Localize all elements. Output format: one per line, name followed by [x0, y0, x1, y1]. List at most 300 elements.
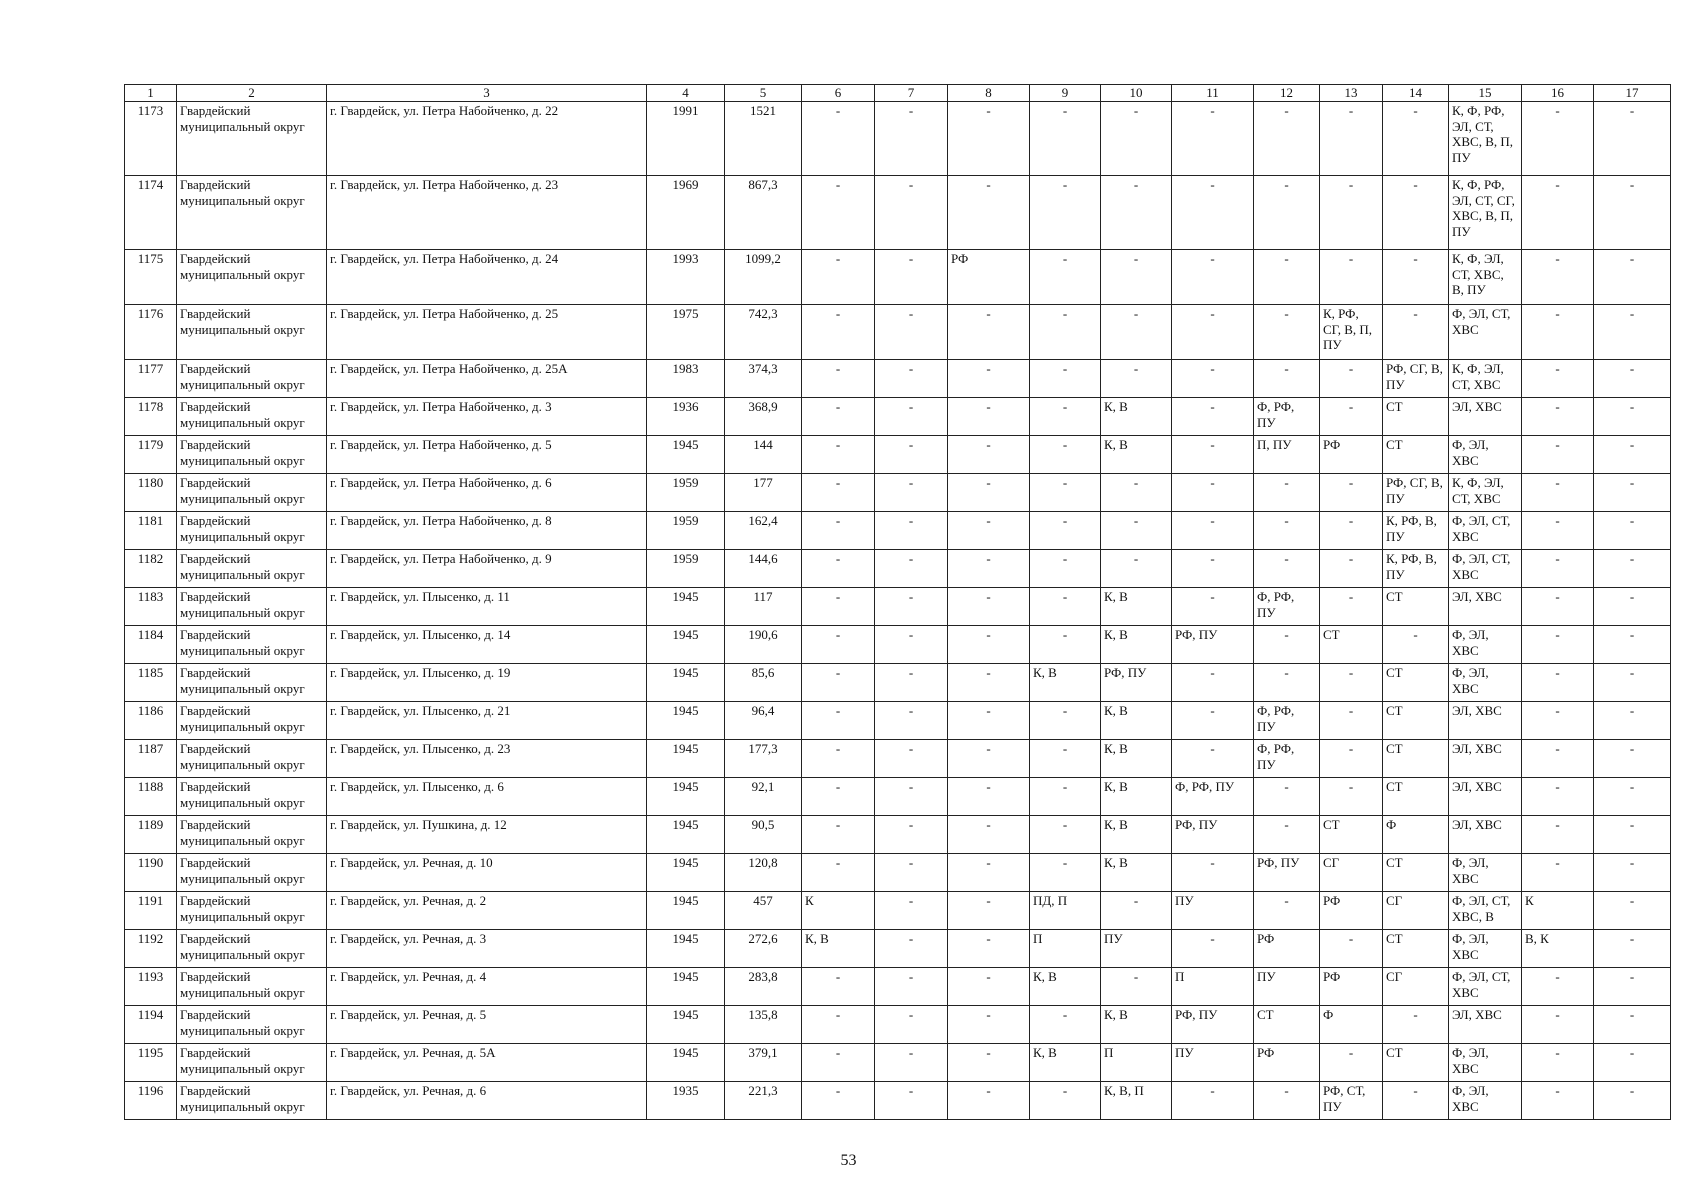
- table-cell: -: [1383, 305, 1449, 360]
- table-cell: 1945: [647, 968, 725, 1006]
- table-cell: СГ: [1383, 892, 1449, 930]
- column-header: 2: [177, 85, 327, 102]
- table-cell: СТ: [1254, 1006, 1320, 1044]
- table-cell: К, Ф, РФ, ЭЛ, СТ, ХВС, В, П, ПУ: [1449, 102, 1522, 176]
- table-cell: -: [1522, 436, 1594, 474]
- table-cell: -: [1254, 512, 1320, 550]
- table-cell: -: [1594, 1082, 1671, 1120]
- table-cell: П: [1101, 1044, 1172, 1082]
- table-cell: 1945: [647, 854, 725, 892]
- table-cell: -: [802, 102, 875, 176]
- table-cell: -: [1522, 176, 1594, 250]
- table-cell: Гвардейский муниципальный округ: [177, 626, 327, 664]
- table-cell: 1188: [125, 778, 177, 816]
- table-cell: П: [1030, 930, 1101, 968]
- table-cell: 1945: [647, 930, 725, 968]
- table-cell: -: [948, 626, 1030, 664]
- table-cell: -: [1594, 398, 1671, 436]
- table-cell: -: [1030, 740, 1101, 778]
- table-cell: -: [1030, 305, 1101, 360]
- table-cell: -: [802, 626, 875, 664]
- table-cell: 221,3: [725, 1082, 802, 1120]
- table-cell: -: [1030, 702, 1101, 740]
- data-table: [124, 84, 1671, 1120]
- table-cell: Гвардейский муниципальный округ: [177, 854, 327, 892]
- table-cell: -: [1320, 512, 1383, 550]
- table-cell: -: [802, 512, 875, 550]
- table-cell: 162,4: [725, 512, 802, 550]
- table-cell: -: [875, 474, 948, 512]
- column-header: 7: [875, 85, 948, 102]
- table-cell: -: [802, 778, 875, 816]
- table-cell: -: [875, 892, 948, 930]
- table-cell: г. Гвардейск, ул. Речная, д. 2: [327, 892, 647, 930]
- table-cell: РФ: [1320, 436, 1383, 474]
- table-cell: -: [1101, 102, 1172, 176]
- table-cell: -: [1254, 176, 1320, 250]
- table-cell: К, В: [1101, 702, 1172, 740]
- table-cell: -: [1254, 1082, 1320, 1120]
- table-cell: РФ: [1320, 968, 1383, 1006]
- table-cell: СТ: [1383, 702, 1449, 740]
- table-cell: Гвардейский муниципальный округ: [177, 930, 327, 968]
- table-cell: -: [875, 626, 948, 664]
- table-cell: Гвардейский муниципальный округ: [177, 250, 327, 305]
- table-cell: 1192: [125, 930, 177, 968]
- table-cell: РФ, ПУ: [1172, 1006, 1254, 1044]
- table-cell: -: [1030, 854, 1101, 892]
- table-cell: -: [1522, 626, 1594, 664]
- table-cell: г. Гвардейск, ул. Речная, д. 6: [327, 1082, 647, 1120]
- table-cell: СТ: [1320, 816, 1383, 854]
- table-cell: 1193: [125, 968, 177, 1006]
- table-cell: -: [802, 250, 875, 305]
- table-cell: 1959: [647, 550, 725, 588]
- table-cell: -: [948, 1082, 1030, 1120]
- table-cell: -: [1522, 512, 1594, 550]
- table-cell: -: [1522, 474, 1594, 512]
- table-cell: Ф, ЭЛ, СТ, ХВС: [1449, 550, 1522, 588]
- table-cell: 1190: [125, 854, 177, 892]
- table-cell: Гвардейский муниципальный округ: [177, 778, 327, 816]
- table-cell: -: [948, 930, 1030, 968]
- table-row: [125, 968, 1671, 1006]
- table-cell: -: [1101, 250, 1172, 305]
- table-cell: -: [802, 702, 875, 740]
- table-cell: 92,1: [725, 778, 802, 816]
- column-header: 11: [1172, 85, 1254, 102]
- table-cell: Гвардейский муниципальный округ: [177, 360, 327, 398]
- table-cell: -: [948, 664, 1030, 702]
- table-cell: -: [1172, 854, 1254, 892]
- table-cell: -: [1101, 968, 1172, 1006]
- table-cell: ПУ: [1172, 1044, 1254, 1082]
- table-cell: ЭЛ, ХВС: [1449, 588, 1522, 626]
- table-cell: 368,9: [725, 398, 802, 436]
- table-cell: -: [1030, 436, 1101, 474]
- table-cell: -: [802, 968, 875, 1006]
- table-cell: -: [802, 1044, 875, 1082]
- table-cell: -: [1383, 102, 1449, 176]
- table-cell: -: [948, 702, 1030, 740]
- table-cell: К: [802, 892, 875, 930]
- table-cell: 1177: [125, 360, 177, 398]
- table-cell: 90,5: [725, 816, 802, 854]
- table-cell: 1945: [647, 702, 725, 740]
- table-cell: 1975: [647, 305, 725, 360]
- table-cell: -: [875, 664, 948, 702]
- table-cell: -: [875, 305, 948, 360]
- table-cell: 1185: [125, 664, 177, 702]
- table-cell: г. Гвардейск, ул. Речная, д. 5: [327, 1006, 647, 1044]
- table-cell: СГ: [1383, 968, 1449, 1006]
- table-cell: -: [1594, 436, 1671, 474]
- table-cell: -: [1172, 588, 1254, 626]
- table-cell: -: [875, 740, 948, 778]
- table-cell: ПУ: [1172, 892, 1254, 930]
- table-cell: -: [948, 305, 1030, 360]
- table-cell: -: [875, 816, 948, 854]
- table-row: [125, 1006, 1671, 1044]
- table-cell: РФ, ПУ: [1254, 854, 1320, 892]
- table-cell: -: [802, 664, 875, 702]
- table-cell: Гвардейский муниципальный округ: [177, 816, 327, 854]
- table-cell: РФ: [1254, 930, 1320, 968]
- table-cell: -: [875, 968, 948, 1006]
- table-cell: -: [1594, 176, 1671, 250]
- table-cell: К, В: [1101, 1006, 1172, 1044]
- column-header: 6: [802, 85, 875, 102]
- table-cell: РФ, ПУ: [1172, 816, 1254, 854]
- table-cell: Ф, РФ, ПУ: [1254, 740, 1320, 778]
- table-cell: Ф, ЭЛ, ХВС: [1449, 854, 1522, 892]
- table-row: [125, 436, 1671, 474]
- table-cell: г. Гвардейск, ул. Речная, д. 10: [327, 854, 647, 892]
- table-cell: 135,8: [725, 1006, 802, 1044]
- table-cell: СГ: [1320, 854, 1383, 892]
- table-cell: -: [875, 588, 948, 626]
- table-cell: -: [1172, 474, 1254, 512]
- table-cell: К, РФ, СГ, В, П, ПУ: [1320, 305, 1383, 360]
- table-cell: -: [1522, 816, 1594, 854]
- table-cell: Гвардейский муниципальный округ: [177, 892, 327, 930]
- table-cell: 1194: [125, 1006, 177, 1044]
- table-cell: РФ, СТ, ПУ: [1320, 1082, 1383, 1120]
- table-cell: 1945: [647, 664, 725, 702]
- table-cell: -: [1594, 854, 1671, 892]
- table-cell: 1945: [647, 778, 725, 816]
- table-cell: г. Гвардейск, ул. Плысенко, д. 21: [327, 702, 647, 740]
- table-cell: РФ: [1320, 892, 1383, 930]
- table-cell: г. Гвардейск, ул. Плысенко, д. 6: [327, 778, 647, 816]
- table-cell: -: [1522, 1082, 1594, 1120]
- table-row: [125, 588, 1671, 626]
- table-cell: П: [1172, 968, 1254, 1006]
- table-cell: СТ: [1320, 626, 1383, 664]
- table-cell: Гвардейский муниципальный округ: [177, 702, 327, 740]
- table-cell: 120,8: [725, 854, 802, 892]
- table-cell: -: [1254, 474, 1320, 512]
- table-cell: -: [1254, 360, 1320, 398]
- table-cell: -: [1030, 474, 1101, 512]
- table-row: [125, 360, 1671, 398]
- table-cell: -: [875, 512, 948, 550]
- table-cell: К, В: [1101, 436, 1172, 474]
- table-cell: -: [948, 968, 1030, 1006]
- table-cell: -: [1594, 664, 1671, 702]
- table-cell: П, ПУ: [1254, 436, 1320, 474]
- table-cell: -: [1320, 360, 1383, 398]
- table-cell: -: [1522, 778, 1594, 816]
- table-cell: К, В: [802, 930, 875, 968]
- table-cell: -: [1030, 1082, 1101, 1120]
- table-cell: -: [1030, 176, 1101, 250]
- table-cell: ПУ: [1101, 930, 1172, 968]
- table-cell: г. Гвардейск, ул. Петра Набойченко, д. 22: [327, 102, 647, 176]
- table-cell: -: [1172, 102, 1254, 176]
- table-cell: К, Ф, ЭЛ, СТ, ХВС: [1449, 474, 1522, 512]
- column-header: 15: [1449, 85, 1522, 102]
- table-cell: 1184: [125, 626, 177, 664]
- table-cell: 1176: [125, 305, 177, 360]
- column-header: 8: [948, 85, 1030, 102]
- table-cell: Ф: [1320, 1006, 1383, 1044]
- table-cell: К, В: [1101, 626, 1172, 664]
- table-cell: -: [1320, 778, 1383, 816]
- table-cell: г. Гвардейск, ул. Плысенко, д. 14: [327, 626, 647, 664]
- table-cell: -: [1254, 816, 1320, 854]
- table-cell: -: [802, 474, 875, 512]
- table-cell: -: [1254, 626, 1320, 664]
- table-cell: -: [1320, 474, 1383, 512]
- table-cell: -: [1101, 474, 1172, 512]
- table-cell: Ф, ЭЛ, СТ, ХВС, В: [1449, 892, 1522, 930]
- table-cell: СТ: [1383, 740, 1449, 778]
- table-cell: 1195: [125, 1044, 177, 1082]
- table-cell: 1945: [647, 1006, 725, 1044]
- table-cell: РФ, СГ, В, ПУ: [1383, 474, 1449, 512]
- table-cell: В, К: [1522, 930, 1594, 968]
- table-cell: 283,8: [725, 968, 802, 1006]
- page-number: 53: [840, 1152, 857, 1169]
- table-cell: -: [1594, 778, 1671, 816]
- table-cell: -: [1172, 398, 1254, 436]
- table-cell: -: [1101, 305, 1172, 360]
- table-cell: 1174: [125, 176, 177, 250]
- table-row: [125, 474, 1671, 512]
- table-cell: -: [1101, 892, 1172, 930]
- table-cell: -: [948, 740, 1030, 778]
- table-row: [125, 176, 1671, 250]
- table-cell: -: [1101, 512, 1172, 550]
- table-cell: -: [875, 930, 948, 968]
- table-cell: Гвардейский муниципальный округ: [177, 305, 327, 360]
- column-header: 10: [1101, 85, 1172, 102]
- table-cell: -: [1320, 664, 1383, 702]
- table-cell: -: [875, 1082, 948, 1120]
- table-cell: -: [1172, 512, 1254, 550]
- table-cell: -: [1594, 360, 1671, 398]
- table-cell: -: [875, 778, 948, 816]
- table-cell: -: [802, 360, 875, 398]
- table-row: [125, 305, 1671, 360]
- table-cell: -: [1254, 305, 1320, 360]
- table-cell: 190,6: [725, 626, 802, 664]
- table-cell: 1991: [647, 102, 725, 176]
- table-cell: 1945: [647, 892, 725, 930]
- table-cell: -: [875, 854, 948, 892]
- table-cell: -: [1594, 1006, 1671, 1044]
- table-cell: -: [1320, 398, 1383, 436]
- table-cell: -: [802, 588, 875, 626]
- table-cell: 1959: [647, 474, 725, 512]
- table-cell: -: [1522, 102, 1594, 176]
- table-cell: К, В: [1030, 1044, 1101, 1082]
- table-cell: -: [1030, 550, 1101, 588]
- table-cell: 272,6: [725, 930, 802, 968]
- table-cell: ПУ: [1254, 968, 1320, 1006]
- table-cell: К, В: [1030, 664, 1101, 702]
- table-cell: 457: [725, 892, 802, 930]
- table-cell: 742,3: [725, 305, 802, 360]
- table-row: [125, 1082, 1671, 1120]
- table-cell: -: [1254, 102, 1320, 176]
- table-cell: 144: [725, 436, 802, 474]
- table-cell: г. Гвардейск, ул. Петра Набойченко, д. 5: [327, 436, 647, 474]
- table-cell: 374,3: [725, 360, 802, 398]
- table-cell: 177,3: [725, 740, 802, 778]
- table-cell: 1181: [125, 512, 177, 550]
- table-cell: -: [948, 1006, 1030, 1044]
- table-body: [125, 102, 1671, 1120]
- table-cell: -: [948, 550, 1030, 588]
- table-cell: -: [1172, 360, 1254, 398]
- table-cell: -: [1522, 702, 1594, 740]
- table-cell: -: [1320, 1044, 1383, 1082]
- table-cell: Ф, РФ, ПУ: [1254, 588, 1320, 626]
- table-cell: -: [802, 305, 875, 360]
- table-cell: Гвардейский муниципальный округ: [177, 1082, 327, 1120]
- table-cell: -: [1101, 550, 1172, 588]
- table-cell: -: [1254, 664, 1320, 702]
- column-header: 13: [1320, 85, 1383, 102]
- table-cell: -: [1254, 778, 1320, 816]
- table-cell: ЭЛ, ХВС: [1449, 816, 1522, 854]
- table-cell: ЭЛ, ХВС: [1449, 702, 1522, 740]
- table-cell: 1178: [125, 398, 177, 436]
- table-row: [125, 398, 1671, 436]
- column-header: 5: [725, 85, 802, 102]
- table-cell: -: [802, 740, 875, 778]
- table-cell: СТ: [1383, 664, 1449, 702]
- table-cell: -: [948, 816, 1030, 854]
- table-cell: 1183: [125, 588, 177, 626]
- table-cell: Ф: [1383, 816, 1449, 854]
- table-cell: Гвардейский муниципальный округ: [177, 740, 327, 778]
- table-cell: К, РФ, В, ПУ: [1383, 512, 1449, 550]
- table-row: [125, 550, 1671, 588]
- table-cell: -: [1522, 740, 1594, 778]
- column-header: 9: [1030, 85, 1101, 102]
- table-cell: г. Гвардейск, ул. Речная, д. 4: [327, 968, 647, 1006]
- table-cell: -: [1172, 1082, 1254, 1120]
- table-cell: 1196: [125, 1082, 177, 1120]
- table-cell: -: [948, 512, 1030, 550]
- table-cell: К, Ф, ЭЛ, СТ, ХВС, В, ПУ: [1449, 250, 1522, 305]
- table-cell: -: [1172, 305, 1254, 360]
- table-cell: СТ: [1383, 1044, 1449, 1082]
- table-cell: РФ: [948, 250, 1030, 305]
- column-header: 12: [1254, 85, 1320, 102]
- table-cell: -: [802, 550, 875, 588]
- table-cell: -: [1522, 854, 1594, 892]
- table-cell: ЭЛ, ХВС: [1449, 778, 1522, 816]
- table-cell: 1175: [125, 250, 177, 305]
- column-header: 14: [1383, 85, 1449, 102]
- table-cell: Гвардейский муниципальный округ: [177, 398, 327, 436]
- table-cell: К, РФ, В, ПУ: [1383, 550, 1449, 588]
- table-cell: 96,4: [725, 702, 802, 740]
- table-cell: -: [1030, 250, 1101, 305]
- table-cell: 1993: [647, 250, 725, 305]
- table-cell: 1182: [125, 550, 177, 588]
- table-cell: К, В: [1101, 854, 1172, 892]
- table-cell: -: [1030, 398, 1101, 436]
- table-cell: -: [948, 892, 1030, 930]
- table-cell: г. Гвардейск, ул. Плысенко, д. 19: [327, 664, 647, 702]
- table-cell: 867,3: [725, 176, 802, 250]
- table-cell: 1983: [647, 360, 725, 398]
- table-cell: Гвардейский муниципальный округ: [177, 664, 327, 702]
- table-cell: СТ: [1383, 398, 1449, 436]
- table-cell: -: [1101, 360, 1172, 398]
- table-cell: -: [1030, 816, 1101, 854]
- table-cell: -: [1522, 1044, 1594, 1082]
- table-cell: 144,6: [725, 550, 802, 588]
- table-cell: -: [1594, 588, 1671, 626]
- table-cell: -: [1522, 1006, 1594, 1044]
- table-cell: 1173: [125, 102, 177, 176]
- table-cell: 379,1: [725, 1044, 802, 1082]
- table-cell: Гвардейский муниципальный округ: [177, 588, 327, 626]
- table-cell: -: [948, 436, 1030, 474]
- table-cell: -: [1172, 664, 1254, 702]
- table-cell: ЭЛ, ХВС: [1449, 398, 1522, 436]
- table-cell: -: [948, 1044, 1030, 1082]
- table-cell: К, В: [1030, 968, 1101, 1006]
- table-cell: -: [1320, 702, 1383, 740]
- table-cell: -: [1320, 930, 1383, 968]
- table-cell: -: [802, 176, 875, 250]
- table-cell: СТ: [1383, 588, 1449, 626]
- table-cell: -: [1320, 740, 1383, 778]
- table-row: [125, 740, 1671, 778]
- table-cell: -: [875, 1006, 948, 1044]
- table-cell: -: [1254, 250, 1320, 305]
- table-cell: Ф, РФ, ПУ: [1254, 702, 1320, 740]
- table-cell: г. Гвардейск, ул. Петра Набойченко, д. 8: [327, 512, 647, 550]
- table-cell: К, В: [1101, 588, 1172, 626]
- table-cell: -: [1101, 176, 1172, 250]
- table-cell: СТ: [1383, 778, 1449, 816]
- table-cell: -: [1383, 626, 1449, 664]
- table-row: [125, 702, 1671, 740]
- table-cell: 1187: [125, 740, 177, 778]
- table-cell: -: [948, 854, 1030, 892]
- table-cell: -: [802, 816, 875, 854]
- table-cell: -: [1594, 740, 1671, 778]
- table-cell: г. Гвардейск, ул. Петра Набойченко, д. 23: [327, 176, 647, 250]
